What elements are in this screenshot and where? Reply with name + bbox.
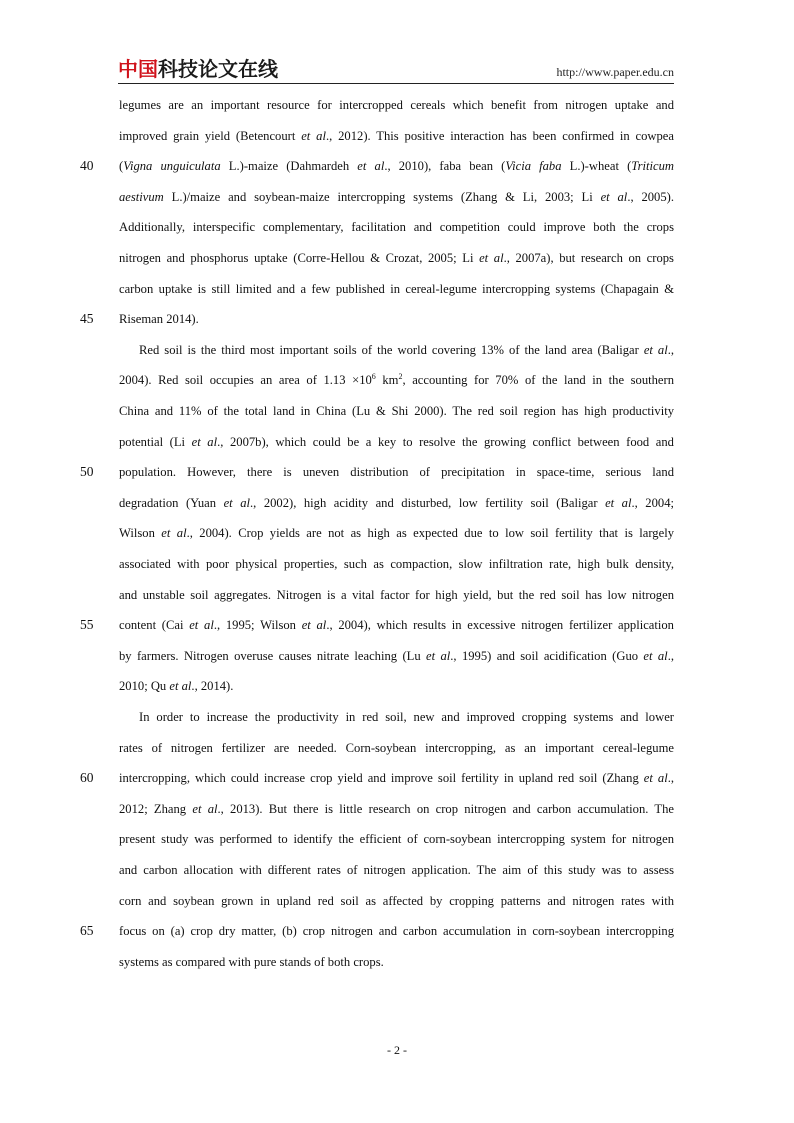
text-line <box>119 768 674 788</box>
text-span: ., 2002), high acidity and disturbed, low fertility soil (Baligar <box>250 495 606 510</box>
text-line <box>119 156 674 176</box>
text-span: Additionally, interspecific complementary, facilitation and competition could improve both the crops <box>119 220 674 235</box>
text-span: ., 2005). <box>627 189 674 204</box>
text-line <box>119 432 674 452</box>
text-span: 2004). Red soil occupies an area of 1.13 ×10 <box>119 373 372 388</box>
text-line <box>119 462 674 482</box>
text-line <box>119 279 674 299</box>
italic-text: et al <box>643 771 668 786</box>
text-span: potential (Li <box>119 434 192 449</box>
text-span: ., 2014). <box>191 679 234 694</box>
superscript: 6 <box>371 372 376 382</box>
text-span: ., 2010), faba bean ( <box>384 159 506 174</box>
text-span: km <box>375 373 399 388</box>
line-number: 55 <box>80 617 94 633</box>
logo-red-text: 中国 <box>118 57 158 81</box>
text-line <box>119 493 674 513</box>
text-span: L.)-wheat ( <box>561 159 632 174</box>
text-line <box>139 340 674 360</box>
text-span: corn and soybean grown in upland red soil as affected by cropping patterns and nitrogen rates with <box>119 893 674 908</box>
header-rule <box>118 83 674 84</box>
text-line <box>119 248 674 268</box>
line-number: 60 <box>80 770 94 786</box>
text-span: improved grain yield (Betencourt <box>119 128 302 143</box>
text-span: carbon uptake is still limited and a few published in cereal-legume intercropping systems (Chapagain & <box>119 281 674 296</box>
text-span: ., <box>667 648 674 663</box>
text-line <box>119 401 674 421</box>
text-line <box>119 187 674 207</box>
logo-dark-text: 科技论文在线 <box>158 57 278 81</box>
text-line <box>119 126 674 146</box>
italic-text: et al <box>301 128 326 143</box>
page-header <box>118 56 674 82</box>
text-span: by farmers. Nitrogen overuse causes nitrate leaching (Lu <box>119 648 427 663</box>
line-number: 50 <box>80 464 94 480</box>
text-span: nitrogen and phosphorus uptake (Corre-Hellou & Crozat, 2005; Li <box>119 251 480 265</box>
text-span: Red soil is the third most important soils of the world covering 13% of the land area (Baligar <box>139 342 644 357</box>
text-span: systems as compared with pure stands of both crops. <box>119 954 384 969</box>
text-span: and unstable soil aggregates. Nitrogen is a vital factor for high yield, but the red soil has low nitrogen <box>119 587 674 602</box>
text-line <box>119 523 674 543</box>
italic-text: et al <box>479 251 504 265</box>
italic-text: Triticum <box>631 159 674 174</box>
text-span: ., 1995; Wilson <box>213 618 302 633</box>
header-url[interactable]: http://www.paper.edu.cn <box>556 65 674 79</box>
text-span: ( <box>119 159 124 174</box>
text-span: focus on (a) crop dry matter, (b) crop nitrogen and carbon accumulation in corn-soybean intercropping <box>119 924 674 939</box>
text-line <box>119 738 674 758</box>
italic-text: et al <box>600 189 628 204</box>
italic-text: et al <box>643 342 668 357</box>
italic-text: et al <box>301 618 327 633</box>
text-span: L.)-maize (Dahmardeh <box>220 159 358 174</box>
text-span: ., 2004). Crop yields are not as high as expected due to low soil fertility that is largely <box>186 526 674 541</box>
text-span: In order to increase the productivity in red soil, new and improved cropping systems and lower <box>139 710 674 724</box>
italic-text: et al <box>223 495 250 510</box>
italic-text: et al <box>426 648 451 663</box>
italic-text: et al <box>189 618 214 633</box>
text-line <box>119 676 674 696</box>
text-line <box>119 370 674 390</box>
line-number: 45 <box>80 311 94 327</box>
italic-text: et al <box>605 495 632 510</box>
text-line <box>119 585 674 605</box>
italic-text: et al <box>357 159 385 174</box>
text-line <box>119 615 674 635</box>
text-line <box>119 646 674 666</box>
text-line <box>119 309 674 329</box>
text-line <box>119 217 674 237</box>
line-number: 65 <box>80 923 94 939</box>
text-span: legumes are an important resource for intercropped cereals which benefit from nitrogen uptake and <box>119 98 674 112</box>
italic-text: et al <box>643 648 668 663</box>
text-span: China and 11% of the total land in China (Lu & Shi 2000). The red soil region has high productivity <box>119 404 674 418</box>
text-span: associated with poor physical properties, such as compaction, slow infiltration rate, high bulk density, <box>119 557 674 571</box>
italic-text: et al <box>169 679 192 694</box>
text-line <box>119 860 674 880</box>
text-span: intercropping, which could increase crop yield and improve soil fertility in upland red soil (Zhang <box>119 771 644 786</box>
text-span: ., 2004; <box>631 495 674 510</box>
text-span: L.)/maize and soybean-maize intercropping systems (Zhang & Li, 2003; Li <box>163 189 601 204</box>
text-line <box>119 921 674 941</box>
italic-text: et al <box>191 434 218 449</box>
text-span: degradation (Yuan <box>119 495 224 510</box>
text-line <box>119 95 674 115</box>
line-number: 40 <box>80 158 94 174</box>
text-span: rates of nitrogen fertilizer are needed. Corn-soybean intercropping, as an important cereal-legume <box>119 740 674 755</box>
italic-text: aestivum <box>119 189 164 204</box>
italic-text: et al <box>192 801 218 816</box>
text-line <box>119 799 674 819</box>
text-span: 2012; Zhang <box>119 801 193 816</box>
text-span: , accounting for 70% of the land in the southern <box>402 373 674 388</box>
text-span: present study was performed to identify the efficient of corn-soybean intercropping system for nitrogen <box>119 832 674 847</box>
text-line <box>119 891 674 911</box>
journal-logo <box>118 56 278 82</box>
text-span: Wilson <box>119 526 162 541</box>
text-span: and carbon allocation with different rates of nitrogen application. The aim of this study was to assess <box>119 863 674 877</box>
text-span: ., 2007b), which could be a key to resolve the growing conflict between food and <box>217 434 674 449</box>
text-span: 2010; Qu <box>119 679 170 694</box>
text-span: content (Cai <box>119 618 190 633</box>
text-span: Riseman 2014). <box>119 312 199 327</box>
text-line <box>119 554 674 574</box>
text-span: ., 2004), which results in excessive nitrogen fertilizer application <box>326 618 674 633</box>
text-span: ., 2012). This positive interaction has been confirmed in cowpea <box>325 128 674 143</box>
text-span: ., <box>667 771 674 786</box>
italic-text: Vicia faba <box>505 159 562 174</box>
italic-text: Vigna unguiculata <box>123 159 221 174</box>
text-span: ., 2013). But there is little research on crop nitrogen and carbon accumulation. The <box>217 801 674 816</box>
italic-text: et al <box>161 526 187 541</box>
text-span: ., 2007a), but research on crops <box>503 251 674 265</box>
text-span: ., <box>667 342 674 357</box>
text-span: population. However, there is uneven distribution of precipitation in space-time, serious land <box>119 465 674 480</box>
page-number: - 2 - <box>387 1043 407 1057</box>
text-line <box>119 952 674 972</box>
text-line <box>139 707 674 727</box>
text-span: ., 1995) and soil acidification (Guo <box>450 648 644 663</box>
superscript: 2 <box>398 372 403 382</box>
text-line <box>119 829 674 849</box>
